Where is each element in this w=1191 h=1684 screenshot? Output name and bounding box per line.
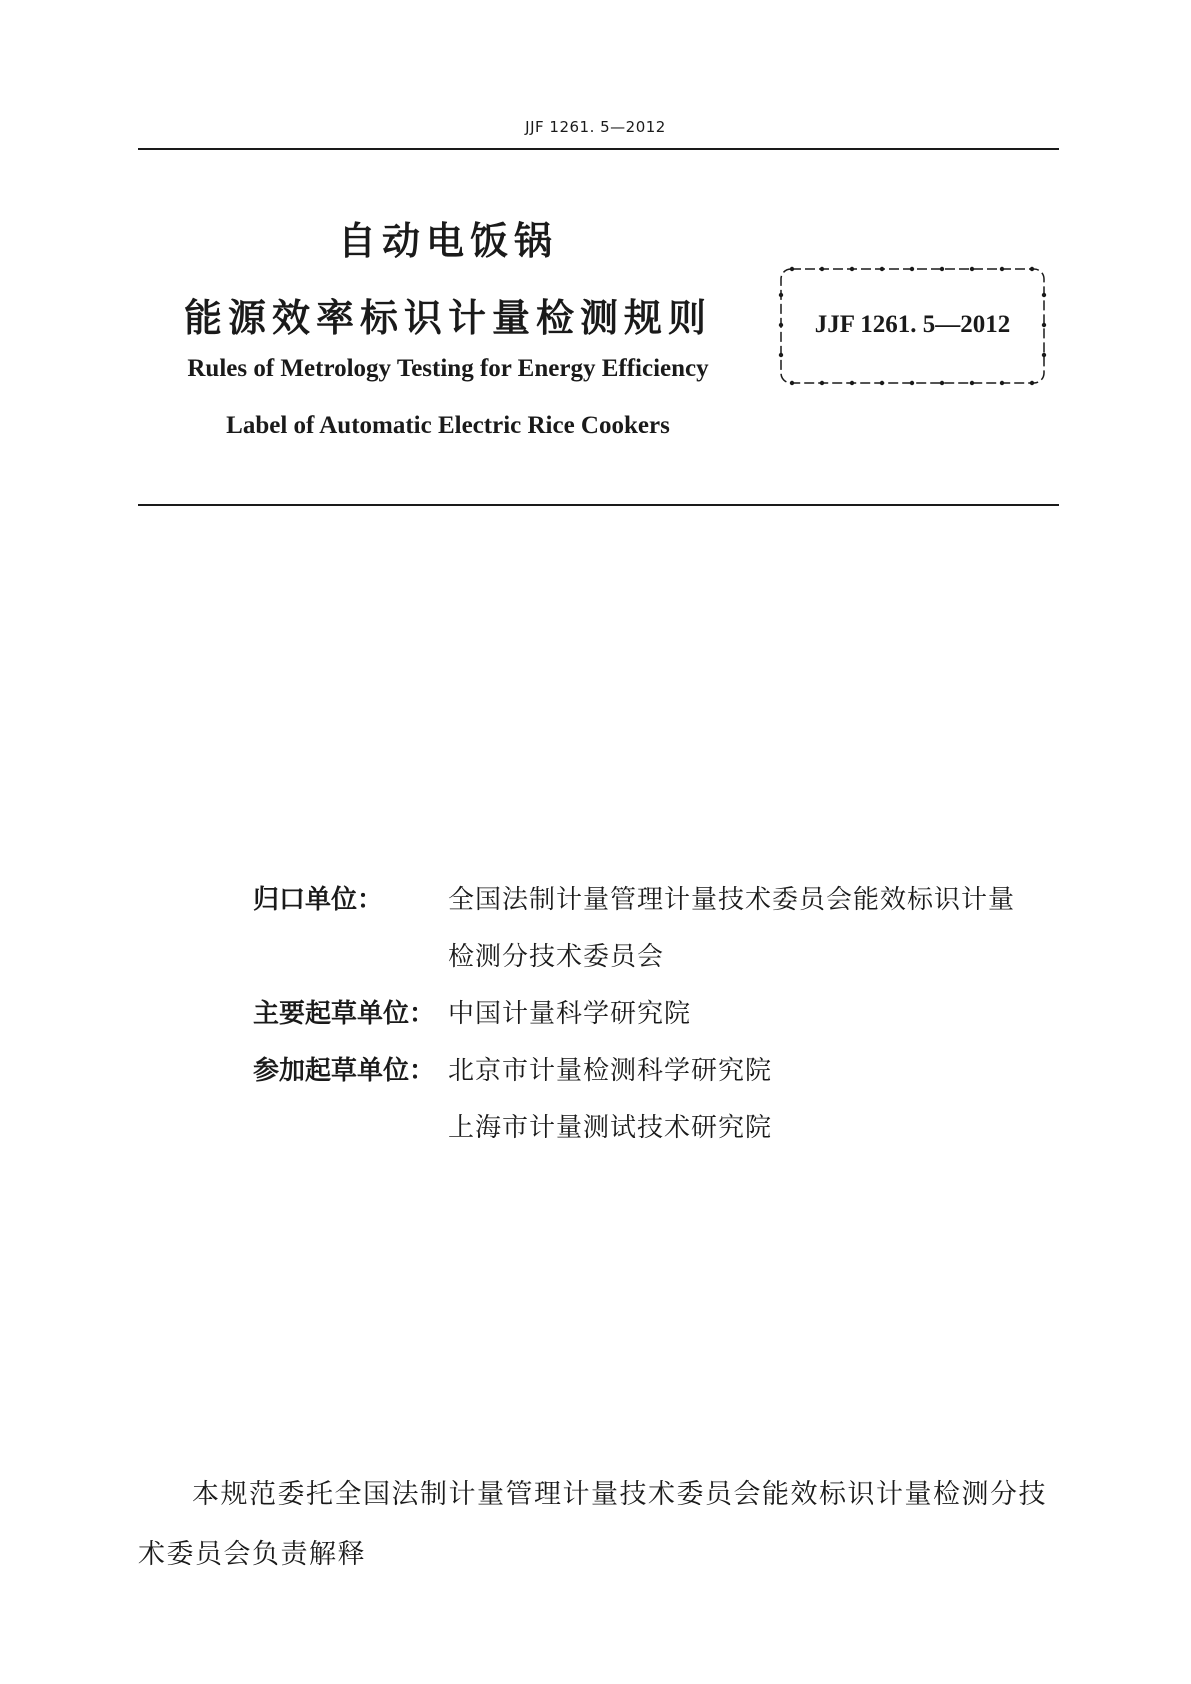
english-title-line-1: Rules of Metrology Testing for Energy Efficiency xyxy=(187,355,709,382)
main-drafter-value: 中国计量科学研究院 xyxy=(448,999,692,1029)
participating-drafter-label: 参加起草单位： xyxy=(253,1056,436,1086)
top-rule xyxy=(138,148,1059,150)
responsible-unit-value-line-1: 全国法制计量管理计量技术委员会能效标识计量 xyxy=(448,885,1016,915)
responsible-unit-label: 归口单位： xyxy=(253,885,384,915)
title-line-1: 自动电饭锅 xyxy=(337,219,558,263)
title-line-2: 能源效率标识计量检测规则 xyxy=(183,296,712,340)
interpretation-note: 本规范委托全国法制计量管理计量技术委员会能效标识计量检测分技术委员会负责解释 xyxy=(138,1479,1047,1570)
participating-drafter-value-line-1: 北京市计量检测科学研究院 xyxy=(448,1056,773,1086)
running-head: JJF 1261. 5—2012 xyxy=(525,118,666,136)
responsible-unit-value-line-2: 检测分技术委员会 xyxy=(448,942,665,972)
bottom-rule xyxy=(138,504,1059,506)
main-drafter-label: 主要起草单位： xyxy=(253,999,436,1029)
participating-drafter-value-line-2: 上海市计量测试技术研究院 xyxy=(448,1113,773,1143)
english-title-line-2: Label of Automatic Electric Rice Cookers xyxy=(226,412,670,439)
standard-code: JJF 1261. 5—2012 xyxy=(814,311,1011,338)
standard-code-box xyxy=(777,265,1048,387)
